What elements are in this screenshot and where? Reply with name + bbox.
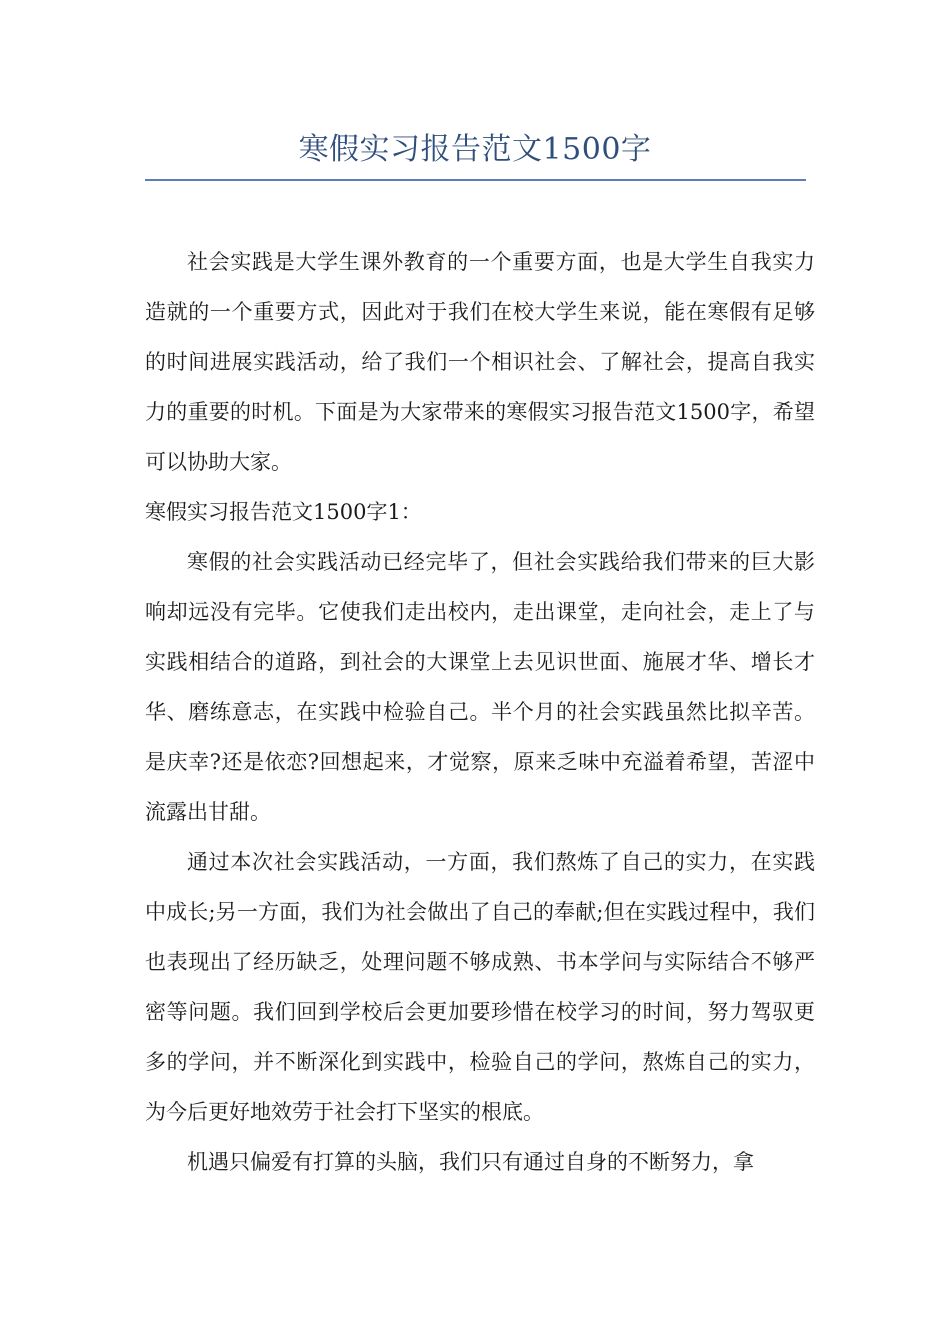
paragraph-reflection: 寒假的社会实践活动已经完毕了，但社会实践给我们带来的巨大影响却远没有完毕。它使我们走出校内，走出课堂，走向社会，走上了与实践相结合的道路，到社会的大课堂上去见识世面、施展才华、增长才华、磨练意志，在实践中检验自己。半个月的社会实践虽然比拟辛苦。是庆幸?还是依恋?回想起来，才觉察，原来乏味中充溢着希望，苦涩中流露出甘甜。 xyxy=(145,550,815,824)
paragraph-opportunity: 机遇只偏爱有打算的头脑，我们只有通过自身的不断努力，拿 xyxy=(187,1150,754,1174)
title-underline xyxy=(145,179,806,181)
paragraph-gains: 通过本次社会实践活动，一方面，我们熬炼了自己的实力，在实践中成长;另一方面，我们为社会做出了自己的奉献;但在实践过程中，我们也表现出了经历缺乏，处理问题不够成熟、书本学问与实际结合不够严密等问题。我们回到学校后会更加要珍惜在校学习的时间，努力驾驭更多的学问，并不断深化到实践中，检验自己的学问，熬炼自己的实力，为今后更好地效劳于社会打下坚实的根底。 xyxy=(145,850,815,1124)
section-heading: 寒假实习报告范文1500字1： xyxy=(145,500,422,524)
document-title: 寒假实习报告范文1500字 xyxy=(298,132,652,167)
document-body xyxy=(145,237,815,1187)
paragraph-intro: 社会实践是大学生课外教育的一个重要方面，也是大学生自我实力造就的一个重要方式，因此对于我们在校大学生来说，能在寒假有足够的时间进展实践活动，给了我们一个相识社会、了解社会，提高自我实力的重要的时机。下面是为大家带来的寒假实习报告范文1500字，希望可以协助大家。 xyxy=(145,250,815,474)
